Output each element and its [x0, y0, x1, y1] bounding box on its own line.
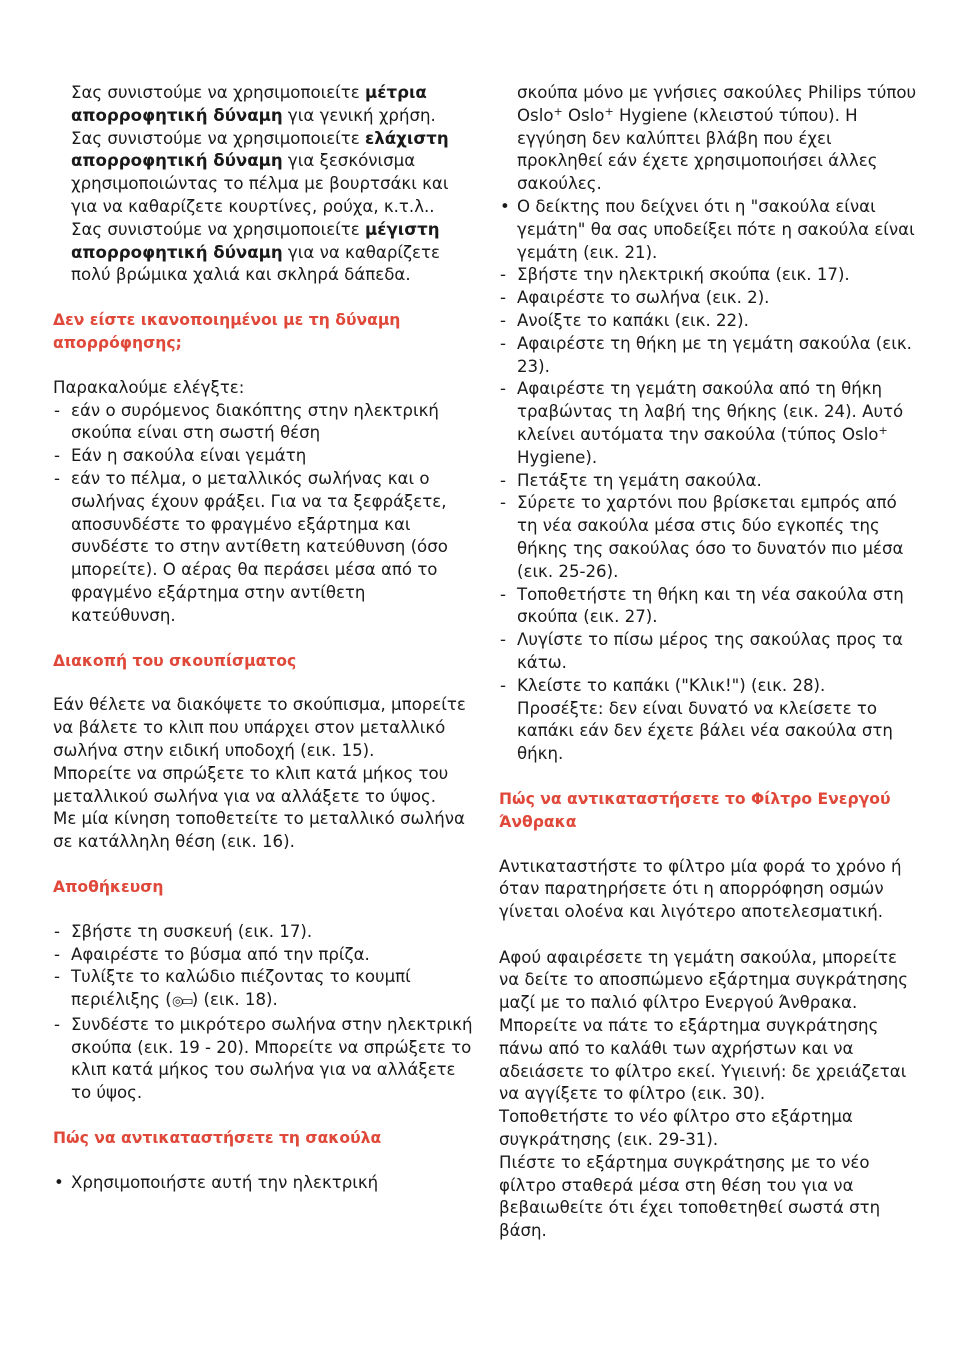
filter-para-4: Πιέστε το εξάρτημα συγκράτησης με το νέο φίλτρο σταθερά μέσα στη θέση του για να βεβαιωθείτε ότι έχει τοποθετηθεί σωστά στη βάση.	[499, 1152, 881, 1241]
dash-marker: -	[500, 470, 506, 490]
filter-para-2: Αφού αφαιρέσετε τη γεμάτη σακούλα, μπορείτε να δείτε το αποσπώμενο εξάρτημα συγκράτησης μαζί με το παλιό φίλτρο Ενεργού Άνθρακα. Μπορείτε να πάτε το εξάρτημα συγκράτησης πάνω από το καλάθι των αχρήστων και να αδειάσετε το φίλτρο εκεί. Υγιεινή: δε χρειάζεται να αγγίξετε το φίλτρο (εικ. 30).	[499, 947, 909, 1104]
list-item: - Σύρετε το χαρτόνι που βρίσκεται εμπρός από τη νέα σακούλα μέσα στις δύο εγκοπές της θήκης της σακούλας όσο το δυνατόν πιο μέσα (εικ. 25-26).	[500, 493, 904, 581]
list-item: - Λυγίστε το πίσω μέρος της σακούλας προς τα κάτω.	[500, 630, 903, 672]
list-item: - Τυλίξτε το καλώδιο πιέζοντας το κουμπί περιέλιξης (◎▭) (εικ. 18).	[53, 966, 473, 1014]
list-item: - Σβήστε την ηλεκτρική σκούπα (εικ. 17).	[499, 264, 919, 287]
list-item: - Αφαιρέστε το βύσμα από την πρίζα.	[53, 944, 473, 967]
dash-marker: -	[500, 333, 506, 353]
pause-para-1: Εάν θέλετε να διακόψετε το σκούπισμα, μπορείτε να βάλετε το κλιπ που υπάρχει στον μεταλλικό σωλήνα στην ειδική υποδοχή (εικ. 15).	[53, 695, 466, 760]
bag-continuation: σκούπα μόνο με γνήσιες σακούλες Philips τύπου Oslo+ Oslo+ Hygiene (κλειστού τύπου). Η εγγύηση δεν καλύπτει βλάβη που έχει προκληθεί εάν έχετε χρησιμοποιήσει άλλες σακούλες.	[517, 83, 917, 194]
list-item: - Κλείστε το καπάκι ("Κλικ!") (εικ. 28). Προσέξτε: δεν είναι δυνατό να κλείσετε το καπάκι εάν δεν έχετε βάλει νέα σακούλα στη θήκη.	[500, 675, 893, 764]
intro-minimum: Σας συνιστούμε να χρησιμοποιείτε ελάχιστη απορροφητική δύναμη για ξεσκόνισμα χρησιμοποιώντας το πέλμα με βουρτσάκι και για να καθαρίζετε κουρτίνες, ρούχα, κ.τ.λ..	[71, 128, 449, 216]
list-item: - Συνδέστε το μικρότερο σωλήνα στην ηλεκτρική σκούπα (εικ. 19 - 20). Μπορείτε να σπρώξετε το κλιπ κατά μήκος του σωλήνα για να αλλάξετε το ύψος.	[54, 1014, 473, 1103]
list-item: • Χρησιμοποιήστε αυτή την ηλεκτρική	[53, 1172, 473, 1195]
dash-marker: -	[500, 630, 506, 650]
left-column	[53, 82, 473, 1195]
filter-para-3: Τοποθετήστε το νέο φίλτρο στο εξάρτημα συγκράτησης (εικ. 29-31).	[499, 1107, 853, 1150]
heading-pause-vacuuming: Διακοπή του σκουπίσματος	[53, 651, 297, 670]
intro-medium: Σας συνιστούμε να χρησιμοποιείτε μέτρια απορροφητική δύναμη για γενική χρήση.	[71, 83, 436, 125]
intro-maximum: Σας συνιστούμε να χρησιμοποιείτε μέγιστη απορροφητική δύναμη για να καθαρίζετε πολύ βρώμικα χαλιά και σκληρά δάπεδα.	[71, 219, 440, 285]
filter-para-1: Αντικαταστήστε το φίλτρο μία φορά το χρόνο ή όταν παρατηρήσετε ότι η απορρόφηση οσμών γίνεται ολοένα και λιγότερο αποτελεσματική.	[499, 856, 902, 922]
list-item: - Τοποθετήστε τη θήκη και τη νέα σακούλα στη σκούπα (εικ. 27).	[500, 584, 904, 627]
list-item: - Αφαιρέστε το σωλήνα (εικ. 2).	[499, 287, 919, 310]
dash-marker: -	[54, 1014, 60, 1034]
dash-marker: -	[54, 967, 60, 987]
dash-marker: -	[54, 468, 60, 488]
dash-marker: -	[54, 921, 60, 941]
bullet-marker: •	[500, 196, 510, 216]
heading-replace-bag: Πώς να αντικαταστήσετε τη σακούλα	[53, 1129, 382, 1148]
heading-replace-carbon-filter: Πώς να αντικαταστήσετε το Φίλτρο Ενεργού Άνθρακα	[499, 789, 891, 831]
dash-marker: -	[54, 446, 60, 466]
list-item: - Εάν η σακούλα είναι γεμάτη	[53, 445, 473, 468]
close-lid-note: Προσέξτε: δεν είναι δυνατό να κλείσετε το καπάκι εάν δεν έχετε βάλει νέα σακούλα στη θήκη.	[517, 698, 893, 764]
cord-rewind-icon: ◎▭	[171, 994, 192, 1010]
bullet-marker: •	[54, 1172, 64, 1192]
right-column	[499, 82, 919, 1243]
dash-marker: -	[54, 400, 60, 420]
list-item: - Αφαιρέστε τη γεμάτη σακούλα από τη θήκη τραβώντας τη λαβή της θήκης (εικ. 24). Αυτό κλείνει αυτόματα την σακούλα (τύπος Oslo+ Hygiene).	[500, 379, 904, 467]
heading-storage: Αποθήκευση	[53, 877, 164, 896]
dash-marker: -	[500, 675, 506, 695]
check-intro: Παρακαλούμε ελέγξτε:	[53, 377, 245, 397]
dash-marker: -	[500, 584, 506, 604]
dash-marker: -	[500, 493, 506, 513]
list-item: - Σβήστε τη συσκευή (εικ. 17).	[53, 921, 473, 944]
list-item: - εάν ο συρόμενος διακόπτης στην ηλεκτρική σκούπα είναι στη σωστή θέση	[54, 400, 439, 443]
list-item: - Ανοίξτε το καπάκι (εικ. 22).	[499, 310, 919, 333]
list-item: - εάν το πέλμα, ο μεταλλικός σωλήνας και ο σωλήνας έχουν φράξει. Για να τα ξεφράξετε, αποσυνδέστε το φραγμένο εξάρτημα και συνδέστε το στην αντίθετη κατεύθυνση (όσο μπορείτε). Ο αέρας θα περάσει μέσα από το φραγμένο εξάρτημα στην αντίθετη κατεύθυνση.	[54, 468, 448, 625]
heading-suction-dissatisfied: Δεν είστε ικανοποιημένοι με τη δύναμη απορρόφησης;	[53, 311, 401, 352]
list-item: • Ο δείκτης που δείχνει ότι η "σακούλα είναι γεμάτη" θα σας υποδείξει πότε η σακούλα είναι γεμάτη (εικ. 21).	[500, 196, 915, 262]
pause-para-2: Μπορείτε να σπρώξετε το κλιπ κατά μήκος του μεταλλικού σωλήνα για να αλλάξετε το ύψος.	[53, 763, 449, 806]
dash-marker: -	[54, 944, 60, 964]
list-item: - Πετάξτε τη γεμάτη σακούλα.	[499, 470, 919, 493]
pause-para-3: Με μία κίνηση τοποθετείτε το μεταλλικό σωλήνα σε κατάλληλη θέση (εικ. 16).	[53, 809, 465, 852]
dash-marker: -	[500, 310, 506, 330]
suction-power-intro	[53, 82, 473, 287]
dash-marker: -	[500, 379, 506, 399]
dash-marker: -	[500, 288, 506, 308]
list-item: - Αφαιρέστε τη θήκη με τη γεμάτη σακούλα (εικ. 23).	[500, 333, 912, 376]
dash-marker: -	[500, 265, 506, 285]
